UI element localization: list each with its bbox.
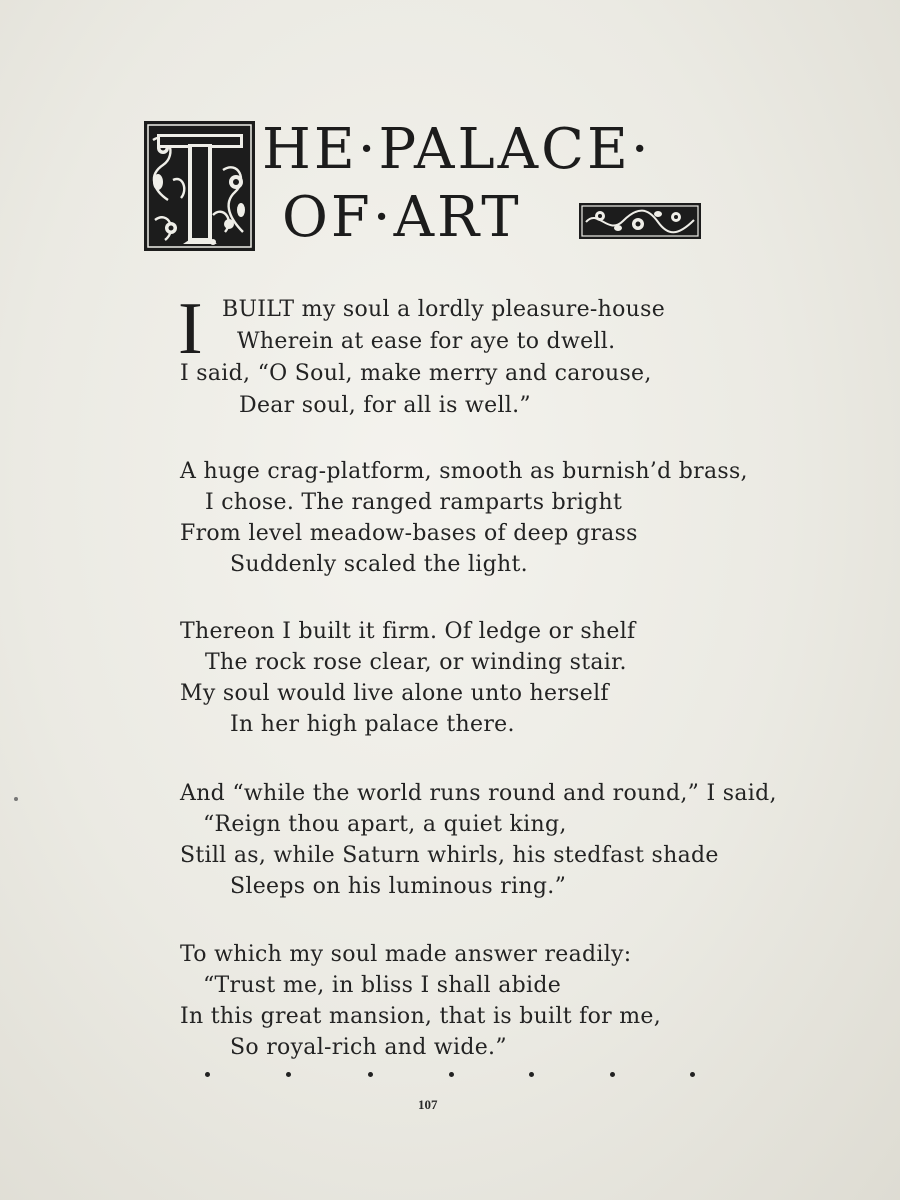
page-number: 107 — [418, 1097, 438, 1112]
poem-line: I said, “O Soul, make merry and carouse, — [180, 361, 652, 386]
poem-line: Thereon I built it firm. Of ledge or shelf — [180, 619, 636, 644]
dot — [368, 1072, 373, 1077]
title-line-1: HE·PALACE· — [262, 117, 652, 182]
paper-speck — [14, 797, 18, 801]
poem-line: From level meadow-bases of deep grass — [180, 521, 638, 546]
dot — [205, 1072, 210, 1077]
dot — [449, 1072, 454, 1077]
dot — [529, 1072, 534, 1077]
poem-line: Still as, while Saturn whirls, his stedfast shade — [180, 843, 719, 868]
poem-line: Sleeps on his luminous ring.” — [230, 874, 567, 899]
dot — [286, 1072, 291, 1077]
poem-line: In her high palace there. — [230, 712, 515, 737]
ornamental-initial-icon — [143, 120, 256, 252]
title-line-2: OF·ART — [282, 185, 522, 250]
ellipsis-dots — [0, 1072, 900, 1084]
poem-line: “Reign thou apart, a quiet king, — [203, 812, 567, 837]
poem-line: BUILT my soul a lordly pleasure-house — [222, 297, 666, 322]
poem-line: My soul would live alone unto herself — [180, 681, 609, 706]
poem-line: To which my soul made answer readily: — [180, 942, 632, 967]
poem-line: And “while the world runs round and round,” I said, — [180, 781, 777, 806]
dot — [610, 1072, 615, 1077]
poem-line: Dear soul, for all is well.” — [239, 393, 531, 418]
poem-line: So royal-rich and wide.” — [230, 1035, 507, 1060]
poem-line: In this great mansion, that is built for me, — [180, 1004, 662, 1029]
floral-ornament-icon — [578, 202, 702, 240]
poem-line: The rock rose clear, or winding stair. — [205, 650, 627, 675]
poem-line: I chose. The ranged ramparts bright — [205, 490, 623, 515]
poem-line: Wherein at ease for aye to dwell. — [237, 329, 616, 354]
poem-line: “Trust me, in bliss I shall abide — [203, 973, 562, 998]
poem-line: A huge crag-platform, smooth as burnish’d brass, — [180, 459, 748, 484]
drop-cap: I — [178, 288, 203, 370]
dot — [690, 1072, 695, 1077]
poem-line: Suddenly scaled the light. — [230, 552, 528, 577]
